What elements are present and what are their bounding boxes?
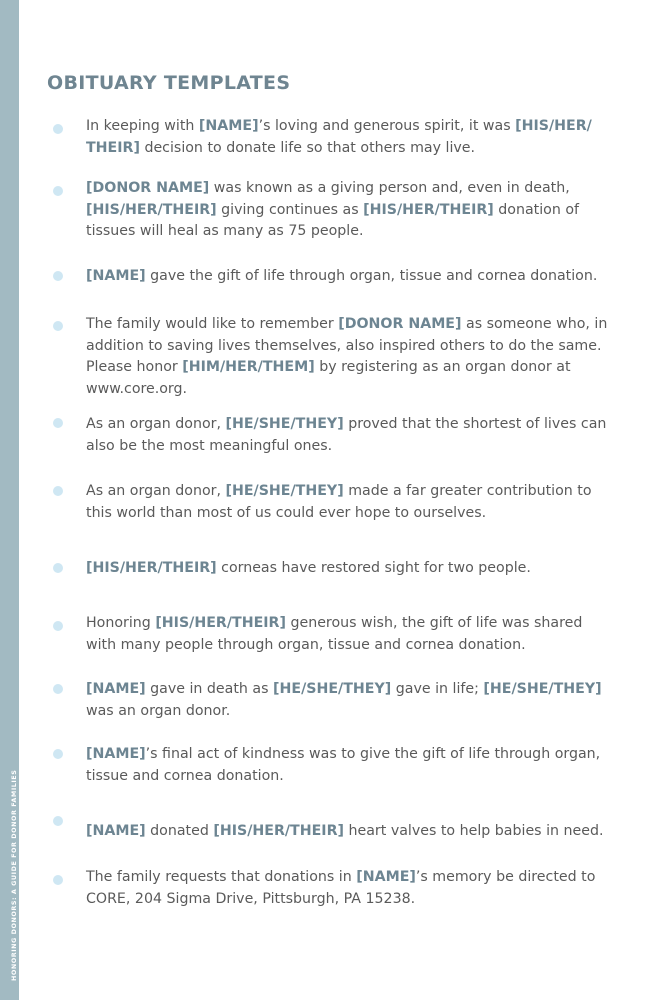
template-text: heart valves to help babies in need. xyxy=(343,823,604,839)
template-text: The family would like to remember xyxy=(86,316,339,332)
template-text: donation of tissues will heal as many as 75 people. xyxy=(86,201,580,239)
template-item xyxy=(86,613,611,656)
template-text: donated xyxy=(145,823,214,839)
template-item xyxy=(86,481,611,524)
placeholder-token: [NAME] xyxy=(356,869,416,885)
template-item xyxy=(86,266,611,288)
template-item xyxy=(86,314,611,400)
template-item xyxy=(86,178,611,243)
template-text: was known as a giving person and, even in death, xyxy=(209,180,570,196)
template-text: gave in life; xyxy=(391,681,484,697)
template-item xyxy=(86,821,611,843)
bullet-dot-icon xyxy=(53,684,63,694)
placeholder-token: [HE/SHE/THEY] xyxy=(273,681,392,697)
template-item xyxy=(86,867,611,910)
template-text: As an organ donor, xyxy=(86,416,226,432)
placeholder-token: [HIS/HER/THEIR] xyxy=(86,560,217,576)
bullet-dot-icon xyxy=(53,621,63,631)
template-text: as someone who, in addition to saving lives themselves, also inspired others to do the same. Please honor xyxy=(86,316,608,375)
template-text: ’s memory be directed to CORE, 204 Sigma Drive, Pittsburgh, PA 15238. xyxy=(86,869,596,907)
template-item xyxy=(86,414,611,457)
placeholder-token: [HIS/HER/THEIR] xyxy=(213,823,344,839)
bullet-dot-icon xyxy=(53,816,63,826)
template-text: was an organ donor. xyxy=(86,702,231,719)
template-text: In keeping with xyxy=(86,118,199,134)
template-text: The family requests that donations in xyxy=(86,869,357,885)
template-text: ’s final act of kindness was to give the gift of life through organ, tissue and cornea donation. xyxy=(86,746,601,784)
bullet-dot-icon xyxy=(53,749,63,759)
placeholder-token: [HIS/HER/ THEIR] xyxy=(86,118,592,156)
template-text: gave in death as xyxy=(145,681,274,697)
placeholder-token: [NAME] xyxy=(198,118,259,134)
placeholder-token: [HIS/HER/THEIR] xyxy=(86,201,217,218)
template-text: gave the gift of life through organ, tissue and cornea donation. xyxy=(145,268,598,284)
placeholder-token: [HE/SHE/THEY] xyxy=(225,416,344,432)
placeholder-token: [NAME] xyxy=(86,268,146,284)
bullet-dot-icon xyxy=(53,321,63,331)
template-text: giving continues as xyxy=(216,201,364,218)
template-text: proved that the shortest of lives can also be the most meaningful ones. xyxy=(86,416,607,454)
sidebar-guide-title: HONORING DONORS: A GUIDE FOR DONOR FAMILIES xyxy=(10,769,18,981)
bullet-dot-icon xyxy=(53,124,63,134)
page-title: OBITUARY TEMPLATES xyxy=(47,72,291,94)
template-text: corneas have restored sight for two people. xyxy=(216,560,531,576)
template-text: decision to donate life so that others may live. xyxy=(139,139,476,156)
template-item xyxy=(86,116,611,159)
template-text: made a far greater contribution to this world than most of us could ever hope to ourselves. xyxy=(86,483,592,521)
template-text: As an organ donor, xyxy=(86,483,226,499)
template-text: by registering as an organ donor at www.core.org. xyxy=(86,359,571,397)
placeholder-token: [DONOR NAME] xyxy=(86,180,210,196)
sidebar-band xyxy=(0,0,19,1000)
bullet-dot-icon xyxy=(53,486,63,496)
bullet-dot-icon xyxy=(53,186,63,196)
placeholder-token: [HIM/HER/THEM] xyxy=(182,359,315,375)
bullet-dot-icon xyxy=(53,271,63,281)
template-text: Honoring xyxy=(86,615,156,631)
template-item xyxy=(86,679,611,722)
placeholder-token: [HE/SHE/THEY] xyxy=(483,681,602,697)
bullet-dot-icon xyxy=(53,563,63,573)
template-text: ’s loving and generous spirit, it was xyxy=(258,118,516,134)
placeholder-token: [DONOR NAME] xyxy=(338,316,462,332)
bullet-dot-icon xyxy=(53,418,63,428)
template-text: generous wish, the gift of life was shared with many people through organ, tissue and cornea donation. xyxy=(86,615,583,653)
bullet-dot-icon xyxy=(53,875,63,885)
placeholder-token: [NAME] xyxy=(86,681,146,697)
template-item xyxy=(86,744,611,787)
placeholder-token: [NAME] xyxy=(86,823,146,839)
placeholder-token: [HIS/HER/THEIR] xyxy=(363,201,494,218)
template-item xyxy=(86,558,611,580)
placeholder-token: [HE/SHE/THEY] xyxy=(225,483,344,499)
placeholder-token: [HIS/HER/THEIR] xyxy=(155,615,286,631)
placeholder-token: [NAME] xyxy=(86,746,146,762)
